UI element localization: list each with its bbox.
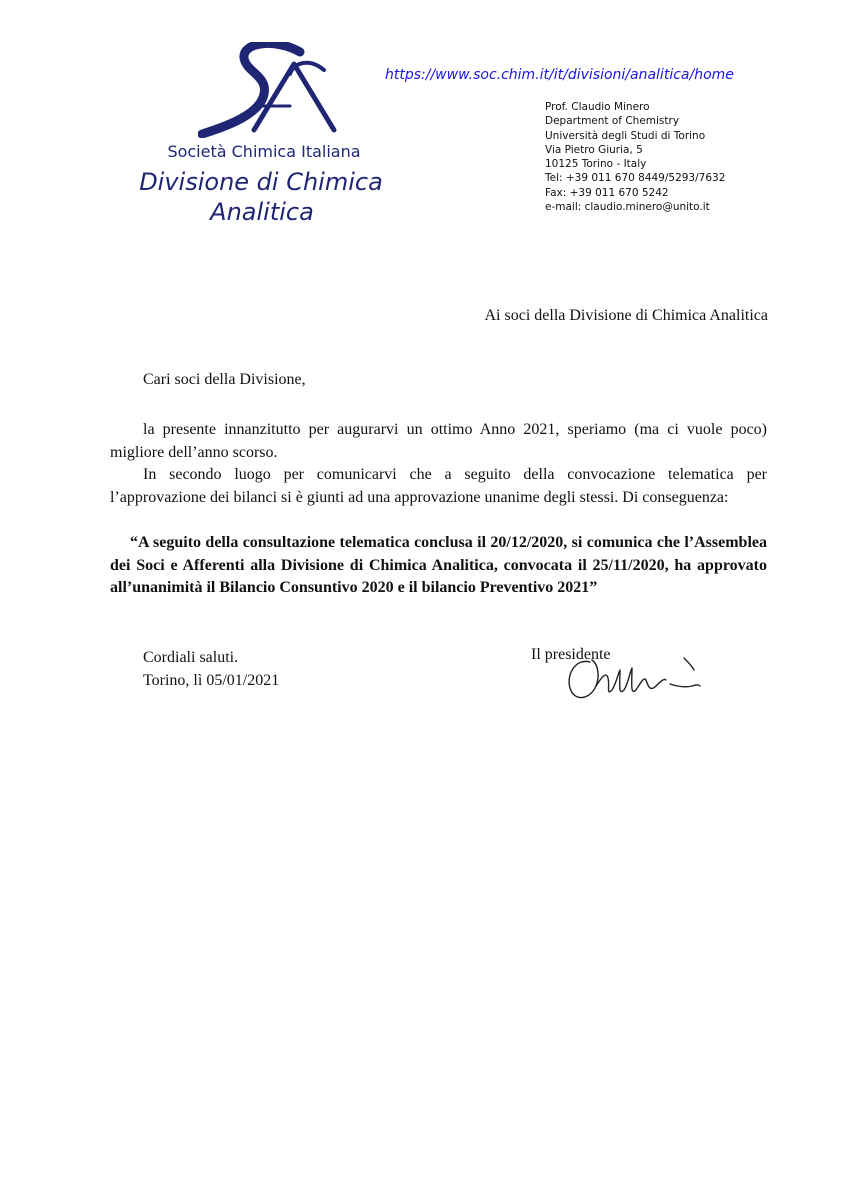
division-name-line1: Divisione di Chimica [139, 168, 383, 196]
resolution-quote [110, 532, 767, 600]
closing-block [143, 646, 279, 692]
org-name: Società Chimica Italiana [167, 142, 361, 161]
sci-logo [198, 42, 338, 138]
sender-university: Università degli Studi di Torino [545, 129, 706, 142]
sender-department: Department of Chemistry [545, 115, 680, 128]
paragraph-2 [110, 464, 767, 509]
sender-fax: Fax: +39 011 670 5242 [545, 186, 669, 199]
resolution-quote-text: “A seguito della consultazione telematica conclusa il 20/12/2020, si comunica che l’Assemblea dei Soci e Afferenti alla Divisione di Chimica Analitica, convocata il 25/11/2020, ha approvato all’unanimità il Bilancio Consuntivo 2020 e il bilancio Preventivo 2021” [110, 534, 767, 596]
sender-city: 10125 Torino - Italy [545, 158, 647, 171]
sender-contact-block [545, 100, 725, 214]
paragraph-1 [110, 419, 767, 464]
place-date: Torino, lì 05/01/2021 [143, 672, 280, 689]
sender-street: Via Pietro Giuria, 5 [545, 143, 643, 156]
greeting: Cari soci della Divisione, [143, 371, 306, 388]
division-website-link[interactable]: https://www.soc.chim.it/it/divisioni/analitica/home [385, 67, 734, 83]
paragraph-1-text: la presente innanzitutto per augurarvi un ottimo Anno 2021, speriamo (ma ci vuole poco) migliore dell’anno scorso. [110, 421, 767, 461]
closing-salutation: Cordiali saluti. [143, 649, 239, 666]
sender-tel: Tel: +39 011 670 8449/5293/7632 [545, 172, 726, 185]
signatory-title: Il presidente [531, 646, 611, 663]
recipient-line: Ai soci della Divisione di Chimica Analitica [484, 307, 768, 324]
handwritten-signature [560, 640, 710, 710]
division-name-line2: Analitica [210, 198, 314, 226]
paragraph-2-text: In secondo luogo per comunicarvi che a seguito della convocazione telematica per l’approvazione dei bilanci si è giunti ad una approvazione unanime degli stessi. Di conseguenza: [110, 466, 767, 506]
sender-name: Prof. Claudio Minero [545, 101, 650, 113]
sender-email: e-mail: claudio.minero@unito.it [545, 201, 710, 214]
